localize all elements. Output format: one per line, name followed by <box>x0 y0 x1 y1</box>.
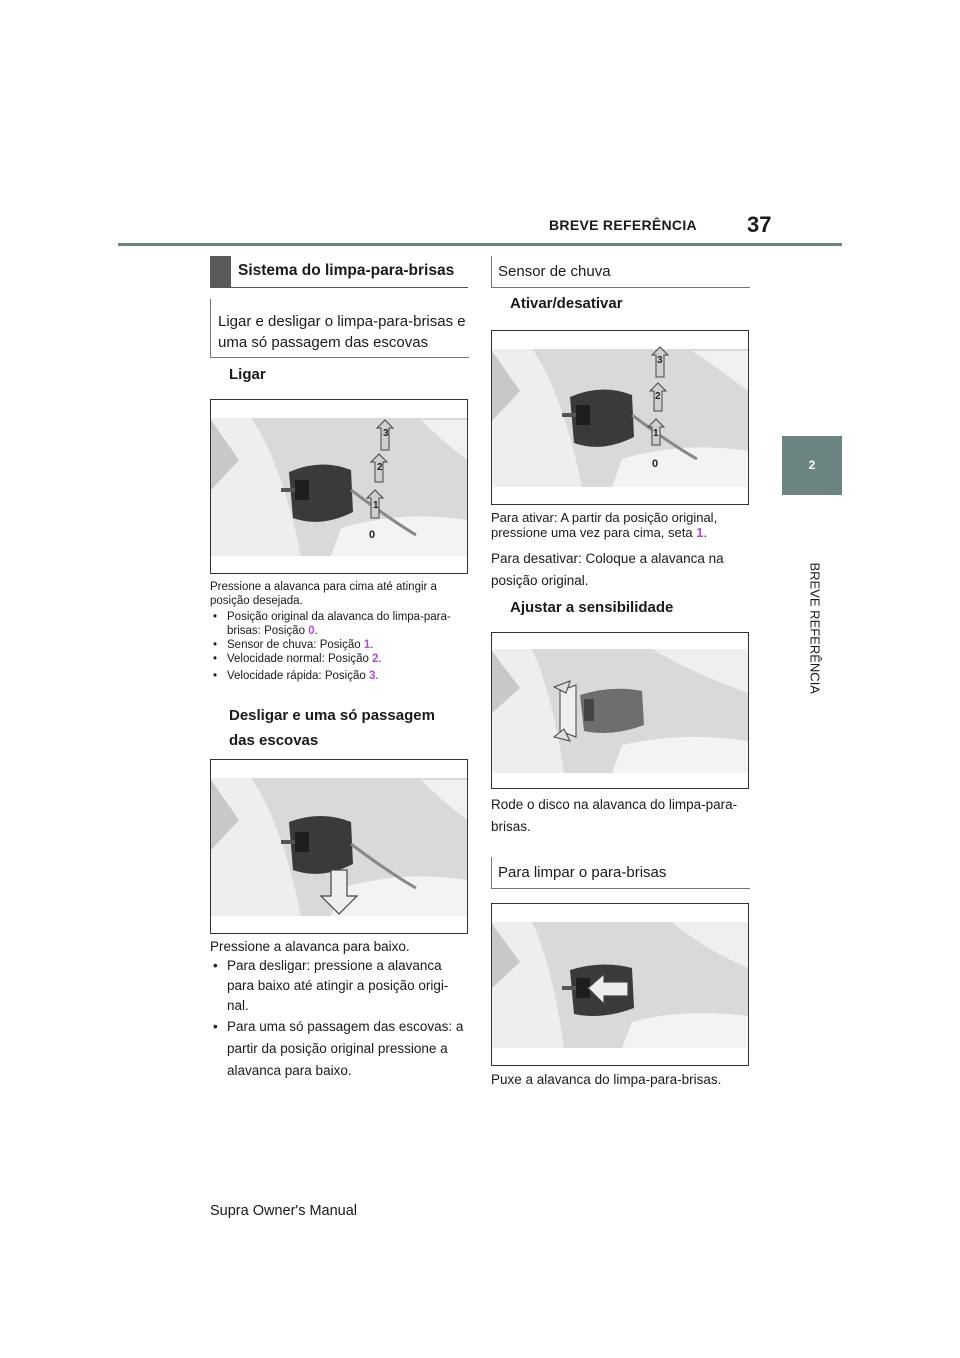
fig1-label-1: 1 <box>373 500 379 511</box>
fig3-label-1: 1 <box>653 428 659 439</box>
running-header: BREVE REFERÊNCIA <box>549 217 697 233</box>
fig1-label-3: 3 <box>383 428 389 439</box>
desativar-text: Para desativar: Coloque a alavanca na posição original. <box>491 551 724 588</box>
list-item-text: Velocidade normal: Posição <box>227 653 373 665</box>
section-heading-bar <box>210 256 231 287</box>
fig3-label-0: 0 <box>652 458 659 470</box>
heading-ligar: Ligar <box>229 366 266 383</box>
heading-ajustar: Ajustar a sensibilidade <box>510 599 674 616</box>
figure-lever-down <box>210 759 468 934</box>
footer-manual-name: Supra Owner's Manual <box>210 1203 358 1219</box>
subsection-heading <box>210 299 469 358</box>
position-value: 0 <box>308 625 315 637</box>
desligar-intro: Pressione a alavanca para baixo. <box>210 939 410 954</box>
ativar-text-body: Para ativar: A partir da posição original, pressione uma vez para cima, seta <box>491 510 718 540</box>
position-value: 1 <box>696 525 704 540</box>
position-value: 2 <box>372 653 379 665</box>
section-heading-sensor <box>491 256 750 288</box>
section-heading-wiper-system <box>210 256 468 288</box>
subsection-heading-text: Ligar e desligar o limpa-para-brisas e uma só passagem das escovas <box>218 313 466 351</box>
position-value: 1 <box>363 639 371 651</box>
figure-wash-pull <box>491 903 749 1066</box>
ativar-text: Para ativar: A partir da posição original, pressione uma vez para cima, seta 1. <box>491 510 718 540</box>
figure-lever-up <box>210 399 468 574</box>
heading-desligar-line2: das escovas <box>229 732 319 749</box>
heading-desligar-line1: Desligar e uma só passagem <box>229 707 435 724</box>
chapter-tab: 2 <box>782 436 842 495</box>
list-item-text: Posição original da alavanca do limpa-para-brisas: Posição <box>227 611 451 637</box>
list-item-text: Sensor de chuva: Posição <box>227 639 364 651</box>
heading-desligar <box>229 703 435 753</box>
desligar-list <box>210 956 468 1082</box>
list-item: • Para uma só passagem das escovas: a partir da posição original pressione a alavanca para baixo. <box>210 1016 468 1082</box>
ajustar-text: Rode o disco na alavanca do limpa-para-brisas. <box>491 797 738 834</box>
list-item: • Posição original da alavanca do limpa-para-brisas: Posição 0. <box>210 610 468 638</box>
list-item: • Velocidade rápida: Posição 3. <box>210 669 468 683</box>
page-number: 37 <box>747 212 772 237</box>
list-item: • Sensor de chuva: Posição 1. <box>210 638 468 652</box>
ligar-intro: Pressione a alavanca para cima até atingir a posição desejada. <box>210 581 437 607</box>
figure-sensor-activate <box>491 330 749 505</box>
limpar-text: Puxe a alavanca do limpa-para-brisas. <box>491 1072 722 1087</box>
ligar-list <box>210 610 468 683</box>
list-item: • Velocidade normal: Posição 2. <box>210 652 468 666</box>
section-heading-text: Sistema do limpa-para-brisas <box>238 262 455 279</box>
section-heading-text: Para limpar o para-brisas <box>498 864 667 881</box>
header-rule <box>118 243 842 246</box>
chapter-tab-label: BREVE REFERÊNCIA <box>807 562 823 694</box>
position-value: 3 <box>368 670 376 682</box>
fig3-label-3: 3 <box>657 355 663 366</box>
heading-ativar: Ativar/desativar <box>510 295 623 312</box>
fig1-label-0: 0 <box>369 529 376 541</box>
fig3-label-2: 2 <box>655 391 661 402</box>
fig1-label-2: 2 <box>377 462 383 473</box>
section-heading-text: Sensor de chuva <box>498 263 611 280</box>
figure-sensitivity-wheel <box>491 632 749 789</box>
list-item: • Para desligar: pressione a alavanca para baixo até atingir a posição origi-nal. <box>210 956 468 1016</box>
section-heading-limpar <box>491 857 750 889</box>
list-item-text: Velocidade rápida: Posição <box>227 670 369 682</box>
